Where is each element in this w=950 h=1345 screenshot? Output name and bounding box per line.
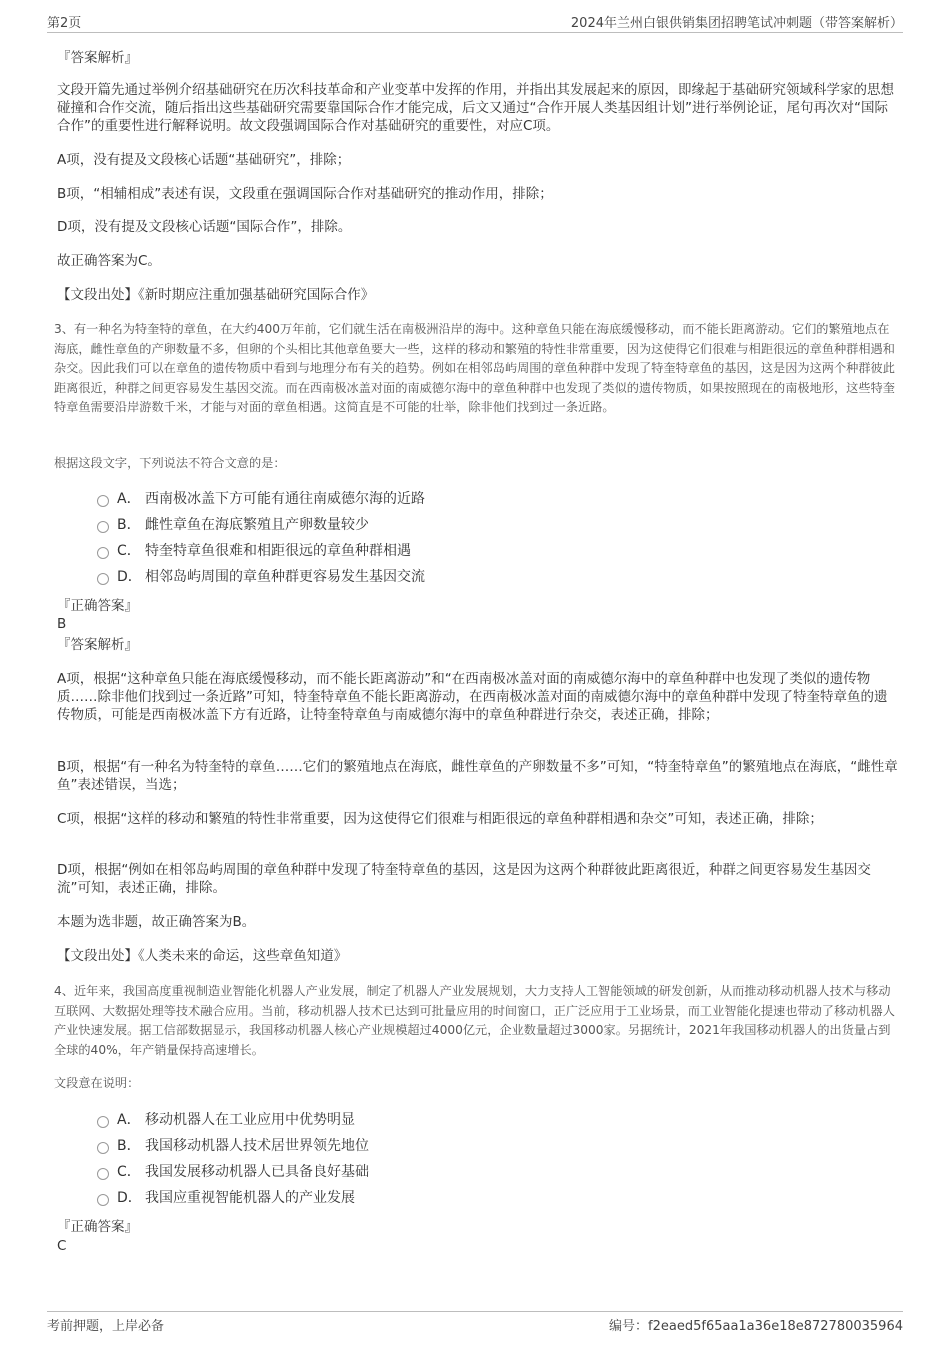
document-id: 编号：f2eaed5f65aa1a36e18e872780035964 [609,1319,903,1334]
analysis-a: A项，根据“这种章鱼只能在海底缓慢移动，而不能长距离游动”和“在西南极冰盖对面的南威德尔海中的章鱼种群中也发现了类似的遗传物质……除非他们找到过一条近路”可知，特奎特章鱼不能长距离游动，在西南极冰盖对面的南威德尔海中的章鱼种群中发现了特奎特章鱼的遗传物质，可能是西南极冰盖下方有近路，让特奎特章鱼与南威德尔海中的章鱼种群进行杂交，表述正确，排除； [57,671,888,723]
analysis-text: 文段开篇先通过举例介绍基础研究在历次科技革命和产业变革中发挥的作用，并指出其发展起来的原因，即缘起于基础研究领域科学家的思想碰撞和合作交流，随后指出这些基础研究需要靠国际合作才能完成，后文又通过“合作开展人类基因组计划”进行举例论证，尾句再次对“国际合作”的重要性进行解释说明。故文段强调国际合作对基础研究的重要性，对应C项。 [57,82,894,134]
option-b[interactable]: B． 雌性章鱼在海底繁殖且产卵数量较少 [97,515,369,535]
page-number: 第2页 [47,16,82,31]
source-citation: 【文段出处】《新时期应注重加强基础研究国际合作》 [57,287,375,303]
analysis-d: D项，没有提及文段核心话题“国际合作”，排除。 [57,219,352,235]
document-title: 2024年兰州白银供销集团招聘笔试冲刺题（带答案解析） [570,16,903,31]
question-prompt: 根据这段文字，下列说法不符合文意的是： [54,456,286,470]
option-b[interactable]: B． 我国移动机器人技术居世界领先地位 [97,1136,369,1156]
source-citation: 【文段出处】《人类未来的命运，这些章鱼知道》 [57,948,348,964]
page-header [47,12,903,33]
answer-value: C [57,1238,67,1254]
radio-icon[interactable] [97,573,109,585]
answer-heading: 『正确答案』 [57,1219,138,1235]
radio-icon[interactable] [97,1194,109,1206]
option-a[interactable]: A． 移动机器人在工业应用中优势明显 [97,1110,355,1130]
analysis-c: C项，根据“这样的移动和繁殖的特性非常重要，因为这使得它们很难与相距很远的章鱼种群相遇和杂交”可知，表述正确，排除； [57,811,823,827]
analysis-b: B项，根据“有一种名为特奎特的章鱼……它们的繁殖地点在海底，雌性章鱼的产卵数量不多”可知，“特奎特章鱼”的繁殖地点在海底，“雌性章鱼”表述错误，当选； [57,759,898,793]
radio-icon[interactable] [97,495,109,507]
footer-slogan: 考前押题，上岸必备 [47,1319,165,1334]
radio-icon[interactable] [97,1116,109,1128]
option-c[interactable]: C． 我国发展移动机器人已具备良好基础 [97,1162,369,1182]
question-passage: 4、近年来，我国高度重视制造业智能化机器人产业发展，制定了机器人产业发展规划，大力支持人工智能领域的研发创新，从而推动移动机器人技术与移动互联网、大数据处理等技术融合应用。当前，移动机器人技术已达到可批量应用的时间窗口，正广泛应用于工业场景，而工业智能化提速也带动了移动机器人产业快速发展。据工信部数据显示，我国移动机器人核心产业规模超过4000亿元，企业数量超过3000家。另据统计，2021年我国移动机器人的出货量占到全球的40%，年产销量保持高速增长。 [54,984,895,1057]
answer-heading: 『正确答案』 [57,598,138,614]
radio-icon[interactable] [97,1168,109,1180]
option-d[interactable]: D． 我国应重视智能机器人的产业发展 [97,1188,355,1208]
analysis-heading: 『答案解析』 [57,637,138,653]
option-c[interactable]: C． 特奎特章鱼很难和相距很远的章鱼种群相遇 [97,541,411,561]
radio-icon[interactable] [97,547,109,559]
analysis-heading: 『答案解析』 [57,50,138,66]
question-prompt: 文段意在说明： [54,1076,140,1090]
analysis-conclusion: 故正确答案为C。 [57,253,161,269]
radio-icon[interactable] [97,521,109,533]
analysis-b: B项，“相辅相成”表述有误，文段重在强调国际合作对基础研究的推动作用，排除； [57,186,553,202]
option-a[interactable]: A． 西南极冰盖下方可能有通往南威德尔海的近路 [97,489,425,509]
answer-value: B [57,616,67,632]
option-d[interactable]: D． 相邻岛屿周围的章鱼种群更容易发生基因交流 [97,567,425,587]
analysis-conclusion: 本题为选非题，故正确答案为B。 [57,914,256,930]
radio-icon[interactable] [97,1142,109,1154]
analysis-d: D项，根据“例如在相邻岛屿周围的章鱼种群中发现了特奎特章鱼的基因，这是因为这两个种群彼此距离很近，种群之间更容易发生基因交流”可知，表述正确，排除。 [57,862,871,896]
page-footer [47,1311,903,1335]
analysis-a: A项，没有提及文段核心话题“基础研究”，排除； [57,152,351,168]
question-passage: 3、有一种名为特奎特的章鱼，在大约400万年前，它们就生活在南极洲沿岸的海中。这种章鱼只能在海底缓慢移动，而不能长距离游动。它们的繁殖地点在海底，雌性章鱼的产卵数量不多，但卵的个头相比其他章鱼要大一些，这样的移动和繁殖的特性非常重要，因为这使得它们很难与相距很远的章鱼种群相遇和杂交。因此我们可以在章鱼的遗传物质中看到与地理分布有关的趋势。例如在相邻岛屿周围的章鱼种群中发现了特奎特章鱼的基因，这是因为这两个种群彼此距离很近，种群之间更容易发生基因交流。而在西南极冰盖对面的南威德尔海中的章鱼种群中也发现了类似的遗传物质，如果按照现在的南极地形，这些特奎特章鱼需要沿岸游数千米，才能与对面的章鱼相遇。这简直是不可能的壮举，除非他们找到过一条近路。 [54,322,895,414]
